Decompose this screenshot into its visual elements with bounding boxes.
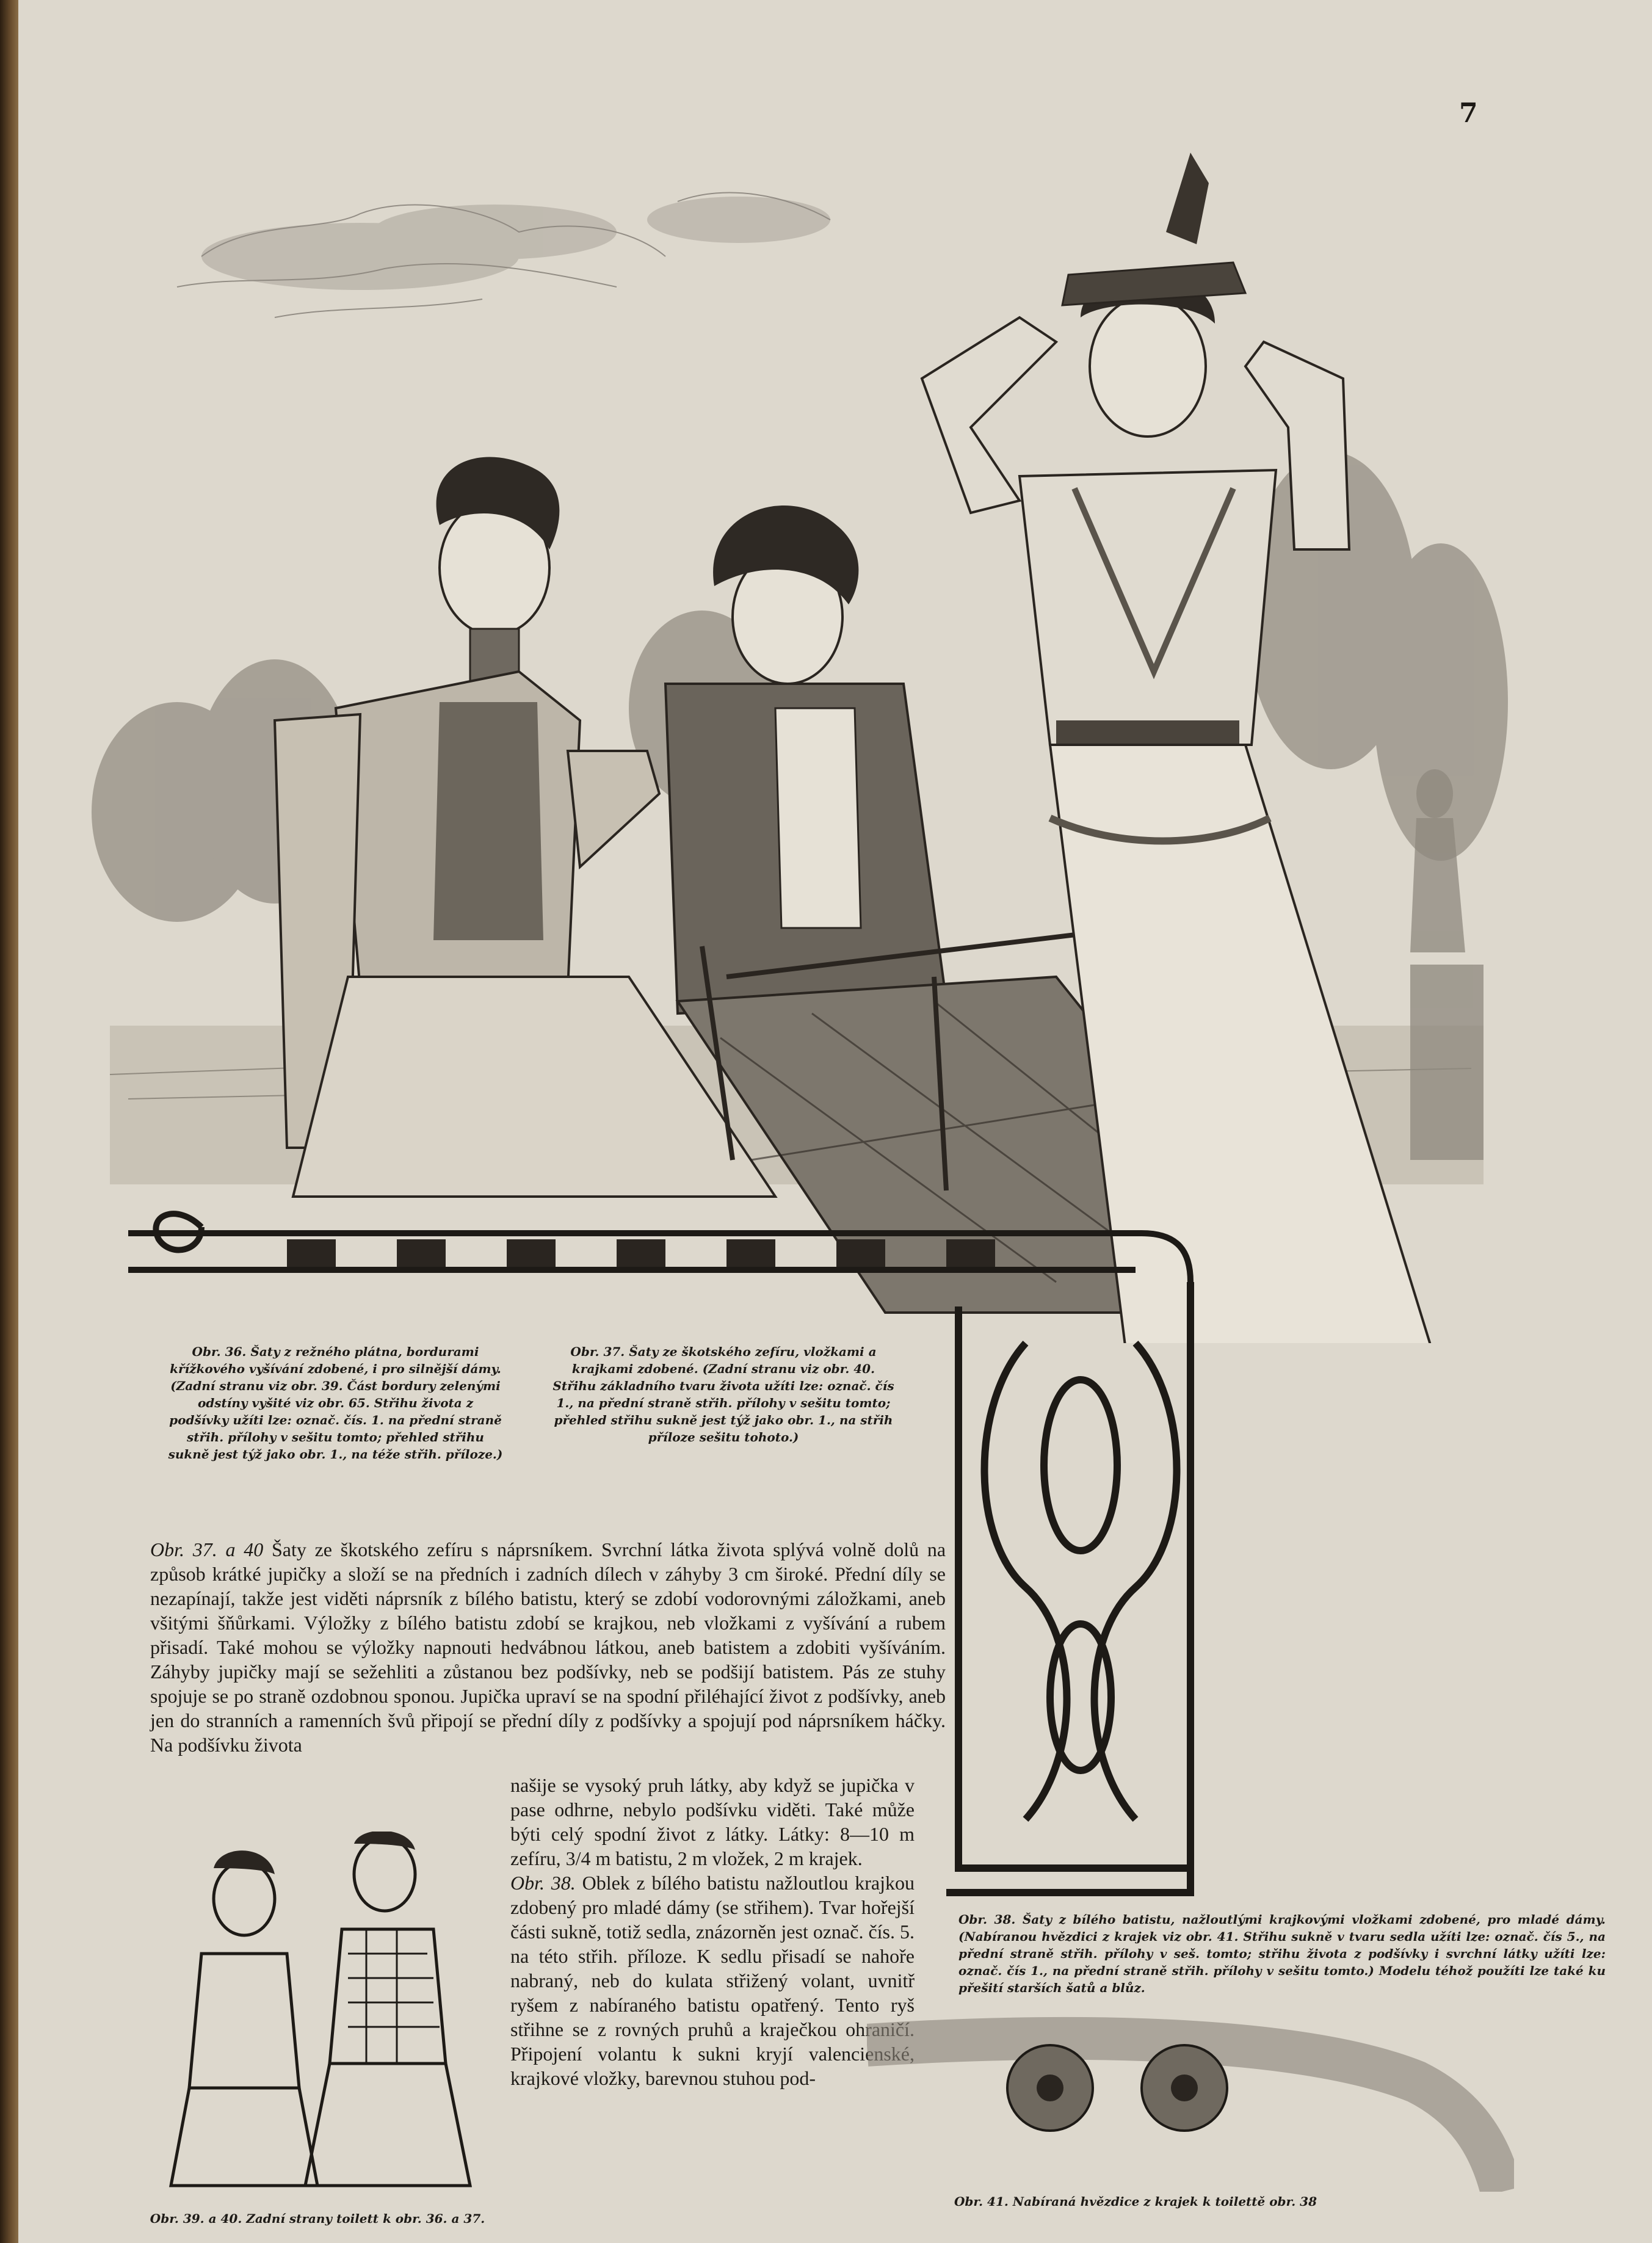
paragraph-3-lead-ref: Obr. 38. bbox=[510, 1872, 576, 1894]
caption-fig-41: Obr. 41. Nabíraná hvězdice z krajek k toilettě obr. 38 bbox=[954, 2194, 1317, 2209]
page-number: 7 bbox=[1459, 98, 1478, 129]
paragraph-lead-ref: Obr. 37. a 40 bbox=[150, 1538, 264, 1560]
fashion-engraving-figures-36-38 bbox=[18, 0, 1652, 1343]
paragraph-3-text: Oblek z bílého batistu nažloutlou krajkou zdobený pro mladé dámy (se střihem). Tvar hořejší části sukně, totiž sedla, znázorněn jest označ. čís. 5. na této střih. příloze. K sedlu přisadí se nahoře nabraný, neb do kulata střižený volant, uvnitř ryšem z nabíraného batistu opatřený. Tento ryš střihne se z rovných pruhů a kraječkou ohraničí. Připojení volantu k sukni kryjí valencienské, krajkové vložky, barevnou stuhou pod- bbox=[510, 1872, 915, 2089]
caption-fig-37: Obr. 37. Šaty ze škotského zefíru, vložkami a krajkami zdobené. (Zadní stranu viz obr. 40. Střihu základního tvaru života užíti lze: označ. čís 1., na přední straně střih. přílohy v sešitu tomto; přehled střihu sukně jest týž jako obr. 1., na střih příloze sešitu tohoto.) bbox=[552, 1344, 894, 1444]
article-paragraph-1 bbox=[150, 1537, 946, 1757]
magazine-page bbox=[18, 0, 1652, 2243]
paragraph-2-text: našije se vysoký pruh látky, aby když se jupička v pase odhrne, nebylo podšívku viděti. Také může býti celý spodní život z látky. Látky: 8—10 m zefíru, 3/4 m batistu, 2 m vložek, 2 m krajek. bbox=[510, 1774, 915, 1869]
caption-fig-36: Obr. 36. Šaty z režného plátna, bordurami křížkového vyšívání zdobené, i pro silnější dámy. (Zadní stranu viz obr. 39. Část bordury zelenými odstíny vyšité viz obr. 65. Střihu života z podšívky užíti lze: označ. čís. 1. na přední straně střih. přílohy v sešitu tomto; přehled střihu sukně jest týž jako obr. 1., na téže střih. příloze.) bbox=[168, 1344, 503, 1462]
article-paragraph-2 bbox=[510, 1773, 915, 2090]
lace-rosette-figure-41 bbox=[867, 2009, 1514, 2192]
paragraph-1-text: Šaty ze škotského zefíru s náprsníkem. Svrchní látka života splývá volně dolů na způsob krátké jupičky a složí se na předních i zadních dílech v záhyby 3 cm široké. Přední díly se nezapínají, takže jest viděti náprsník z bílého batistu, který se zdobí vodorovnými záložkami, aneb všitými šňůrkami. Výložky z bílého batistu zdobí se krajkou, neb vložkami z vyšívání a rubem přisadí. Také mohou se výložky napnouti hedvábnou látkou, aneb batistem a zdobiti vyšíváním. Záhyby jupičky mají se sežehliti a zůstanou bez podšívky, neb se podšijí batistem. Pás ze stuhy spojuje se po straně ozdobnou sponou. Jupička upraví se na spodní přiléhající život z podšívky, aneb jen do stranních a ramenních švů připojí se přední díly z podšívky a spojují pod náprsníkem háčky. Na podšívku života bbox=[150, 1538, 946, 1756]
ornamental-bench-leg bbox=[934, 1282, 1252, 1911]
book-binding-edge bbox=[0, 0, 18, 2243]
back-view-figures-39-40 bbox=[140, 1832, 507, 2198]
caption-fig-39-40: Obr. 39. a 40. Zadní strany toilett k obr. 36. a 37. bbox=[150, 2211, 485, 2226]
caption-fig-38: Obr. 38. Šaty z bílého batistu, nažloutlými krajkovými vložkami zdobené, pro mladé dámy. (Nabíranou hvězdici z krajek viz obr. 41. Střihu sukně v tvaru sedla užíti lze: označ. čís 5., na přední straně střih. přílohy v seš. tomto; střihu života z podšívky i svrchní látky užíti lze: označ. čís 1., na přední straně střih. přílohy v sešitu tomto.) Modelu téhož použíti lze také ku přešití starších šatů a blůz. bbox=[958, 1912, 1606, 1995]
